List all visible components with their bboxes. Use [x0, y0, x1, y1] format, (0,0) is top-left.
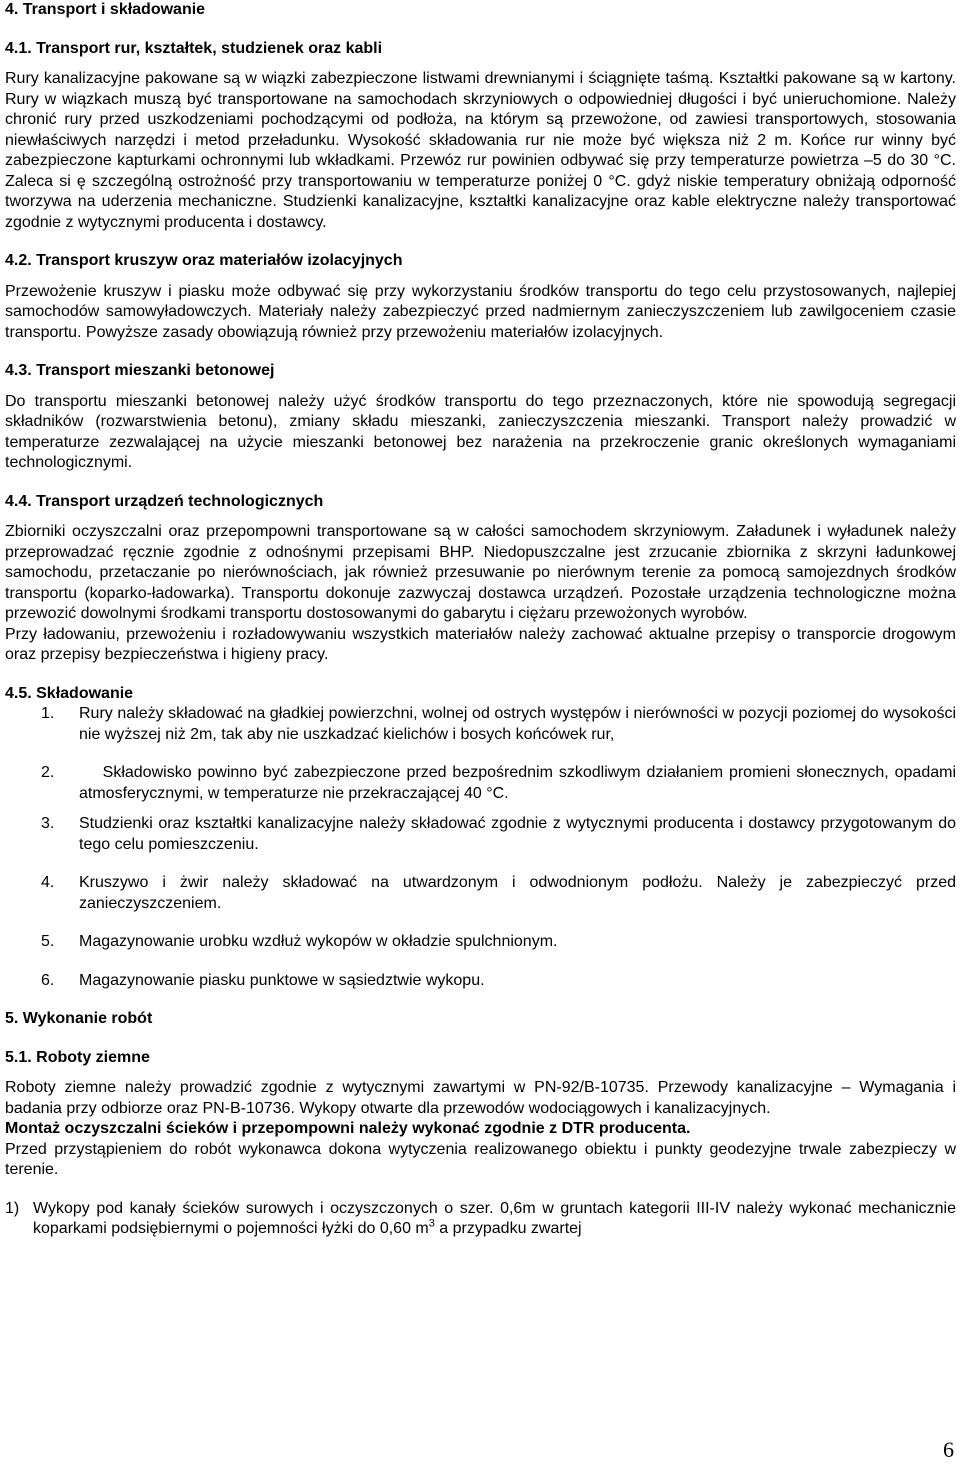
list-item-text: Magazynowanie piasku punktowe w sąsiedztwie wykopu. [79, 971, 485, 989]
section-4-4-paragraph-1: Zbiorniki oczyszczalni oraz przepompowni transportowane są w całości samochodem skrzyniowym. Załadunek i wyładunek należy przeprowadzać ręcznie zgodnie z odnośnymi przepisami BHP. Niedopuszczalne jest zrzucanie zbiornika z skrzyni ładunkowej samochodu, przetaczanie po nierównościach, jak również przesuwanie po nierównym terenie za pomocą samojezdnych środków transportu (koparko-ładowarka). Transportu dokonuje zazwyczaj dostawca urządzeń. Pozostałe urządzenia technologiczne można przewozić dowolnymi środkami transportu dostosowanymi do gabarytu i ciężaru przewożonych wyrobów. [5, 523, 956, 622]
section-4-2-heading: 4.2. Transport kruszyw oraz materiałów izolacyjnych [5, 252, 403, 269]
section-5-heading: 5. Wykonanie robót [5, 1010, 153, 1027]
list-item [5, 704, 956, 745]
list-item-number: 2. [41, 764, 55, 781]
section-4-1-heading: 4.1. Transport rur, kształtek, studzienek oraz kabli [5, 39, 383, 57]
list-item-text: Składowisko powinno być zabezpieczone przed bezpośrednim szkodliwym działaniem promieni słonecznych, opadami atmosferycznymi, w temperaturze nie przekraczającej 40 °C. [79, 764, 956, 802]
works-item-number: 1) [5, 1199, 20, 1217]
list-item-number: 4. [41, 874, 55, 891]
list-item [5, 971, 956, 992]
section-5-1-heading: 5.1. Roboty ziemne [5, 1048, 150, 1066]
section-4-2-paragraph: Przewożenie kruszyw i piasku może odbywać się przy wykorzystaniu środków transportu do tego celu przystosowanych, najlepiej samochodów samowyładowczych. Materiały należy zabezpieczyć przed nadmiernym zanieczyszczeniem lub zawilgoceniem czasie transportu. Powyższe zasady obowiązują również przy przewożeniu materiałów izolacyjnych. [5, 282, 956, 341]
section-5-1-paragraph-1: Roboty ziemne należy prowadzić zgodnie z wytycznymi zawartymi w PN-92/B-10735. Przewody kanalizacyjne – Wymagania i badania przy odbiorze oraz PN-B-10736. Wykopy otwarte dla przewodów wodociągowych i kanalizacyjnych. [5, 1079, 956, 1117]
works-item-tail: a przypadku zwartej [434, 1220, 582, 1237]
list-item [5, 814, 956, 855]
list-item [5, 873, 956, 914]
list-item-number: 5. [41, 933, 55, 950]
section-5-1-paragraph-2: Przed przystąpieniem do robót wykonawca dokona wytyczenia realizowanego obiektu i punkty geodezyjne trwale zabezpieczy w terenie. [5, 1140, 956, 1178]
list-item-number: 6. [41, 971, 55, 989]
storage-list [5, 704, 956, 991]
section-4-1-paragraph: Rury kanalizacyjne pakowane są w wiązki zabezpieczone listwami drewnianymi i ściągnięte taśmą. Kształtki pakowane są w kartony. Rury w wiązkach muszą być transportowane na samochodach skrzyniowych o odpowiedniej długości i być unieruchomione. Należy chronić rury przed uszkodzeniami pochodzącymi od podłoża, na którym są przewożone, od zawiesi transportowych, stosowania niewłaściwych narzędzi i metod przeładunku. Wysokość składowania rur nie może być większa niż 2 m. Końce rur winny być zabezpieczone kapturkami ochronnymi lub wkładkami. Przewóz rur powinien odbywać się przy temperaturze powietrza –5 do 30 °C. Zaleca si ę szczególną ostrożność przy transportowaniu w temperaturze poniżej 0 °C. gdyż niskie temperatury obniżają odporność tworzywa na uderzenia mechaniczne. Studzienki kanalizacyjne, kształtki kanalizacyjne oraz kable elektryczne należy transportować zgodnie z wytycznymi producenta i dostawcy. [5, 70, 956, 231]
superscript-cubed: 3 [428, 1217, 435, 1230]
list-item-number: 1. [41, 705, 55, 722]
list-item-text: Studzienki oraz kształtki kanalizacyjne należy składować zgodnie z wytycznymi producenta i dostawcy przygotowanym do tego celu pomieszczeniu. [79, 815, 956, 853]
works-list-item [5, 1199, 956, 1240]
section-4-4-heading: 4.4. Transport urządzeń technologicznych [5, 492, 324, 510]
list-item-text: Magazynowanie urobku wzdłuż wykopów w okładzie spulchnionym. [79, 933, 558, 950]
list-item-text: Rury należy składować na gładkiej powierzchni, wolnej od ostrych występów i nierówności w pozycji poziomej do wysokości nie wyższej niż 2m, tak aby nie uszkadzać kielichów i bosych końcówek rur, [79, 705, 956, 743]
works-item-text: Wykopy pod kanały ścieków surowych i oczyszczonych o szer. 0,6m w gruntach kategorii III-IV należy wykonać mechanicznie koparkami podsiębiernymi o pojemności łyżki do 0,60 m [33, 1199, 956, 1237]
list-item [5, 763, 956, 804]
section-4-heading: 4. Transport i składowanie [5, 1, 206, 18]
section-4-4-paragraph-2: Przy ładowaniu, przewożeniu i rozładowywaniu wszystkich materiałów należy zachować aktualne przepisy o transporcie drogowym oraz przepisy bezpieczeństwa i higieny pracy. [5, 625, 956, 663]
section-4-3-heading: 4.3. Transport mieszanki betonowej [5, 362, 275, 379]
section-4-3-paragraph: Do transportu mieszanki betonowej należy użyć środków transportu do tego przeznaczonych, które nie spowodują segregacji składników (rozwarstwienia betonu), zmiany składu mieszanki, zanieczyszczenia mieszanki. Transport należy prowadzić w temperaturze zezwalającej na użycie mieszanki betonowej bez narażenia na przekroczenie granic określonych wymaganiami technologicznymi. [5, 392, 956, 471]
list-item-number: 3. [41, 815, 55, 832]
page-number: 6 [943, 1437, 954, 1462]
section-5-1-bold-note: Montaż oczyszczalni ścieków i przepompowni należy wykonać zgodnie z DTR producenta. [5, 1120, 691, 1137]
list-item-text: Kruszywo i żwir należy składować na utwardzonym i odwodnionym podłożu. Należy je zabezpieczyć przed zanieczyszczeniem. [79, 874, 956, 912]
list-item [5, 932, 956, 953]
section-4-5-heading: 4.5. Składowanie [5, 684, 134, 702]
